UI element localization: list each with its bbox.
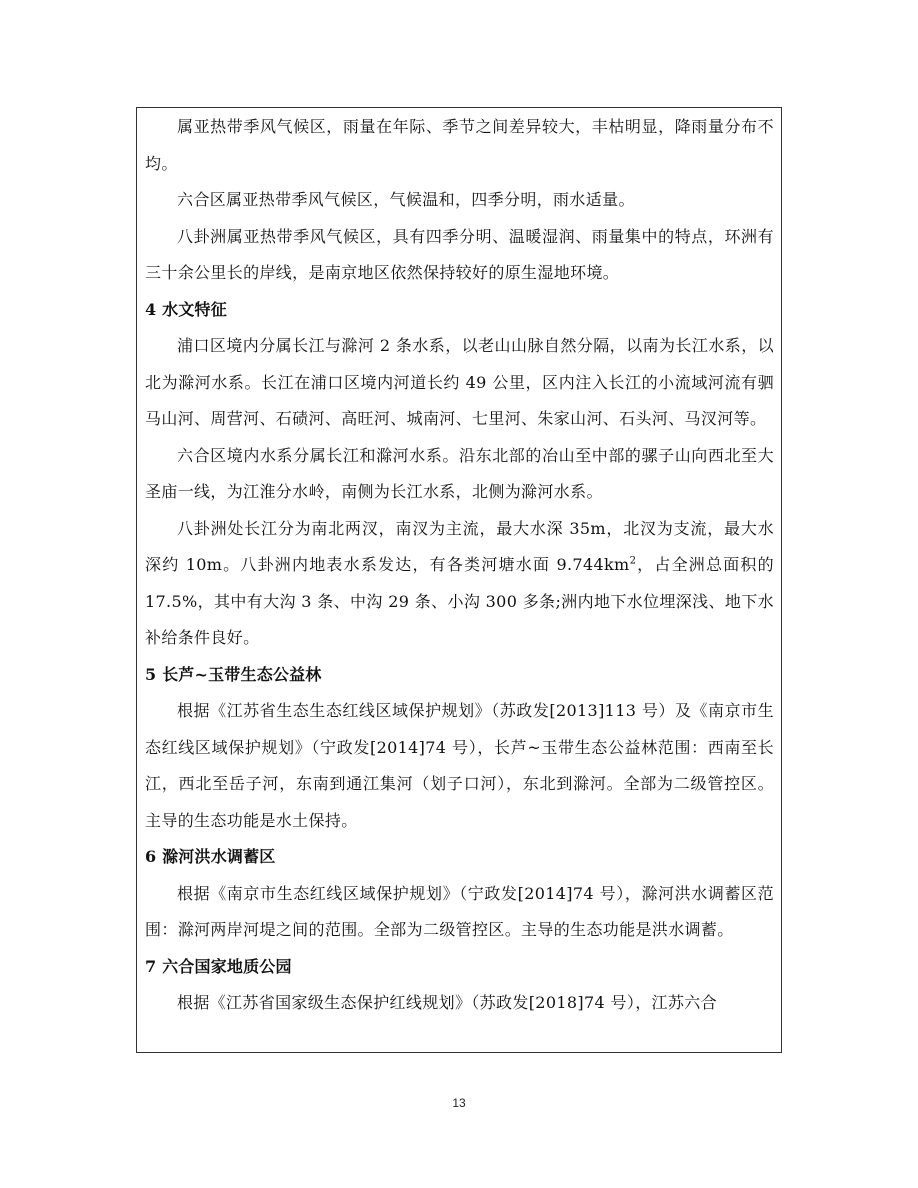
paragraph-climate-2: 六合区属亚热带季风气候区，气候温和，四季分明，雨水适量。	[177, 190, 635, 209]
content-frame	[136, 107, 782, 1053]
paragraph-hydrology-3	[145, 511, 774, 657]
superscript-2: 2	[629, 555, 637, 567]
paragraph-forest: 根据《江苏省生态生态红线区域保护规划》（苏政发[2013]113 号）及《南京市生态红线区域保护规划》（宁政发[2014]74 号），长芦~玉带生态公益林范围：西南至长江，西北至岳子河，东南到通江集河（划子口河），东北到滁河。全部为二级管控区。主导的生态功能是水土保持。	[145, 701, 774, 830]
section-heading-7: 7 六合国家地质公园	[145, 956, 292, 976]
section-heading-6: 6 滁河洪水调蓄区	[145, 847, 276, 866]
section-heading-4: 4 水文特征	[145, 299, 227, 319]
paragraph-climate-1: 属亚热带季风气候区，雨量在年际、季节之间差异较大，丰枯明显，降雨量分布不均。	[145, 117, 774, 173]
page-number: 13	[452, 1096, 466, 1110]
hydrology-3-text-a: 八卦洲处长江分为南北两汊，南汊为主流，最大水深 35m，北汊为支流，最大水深约 10m。八卦洲内地表水系发达，有各类河塘水面 9.744km	[145, 518, 774, 574]
paragraph-hydrology-2: 六合区境内水系分属长江和滁河水系。沿东北部的冶山至中部的骡子山向西北至大圣庙一线，为江淮分水岭，南侧为长江水系，北侧为滁河水系。	[145, 445, 774, 501]
paragraph-flood: 根据《南京市生态红线区域保护规划》（宁政发[2014]74 号），滁河洪水调蓄区范围：滁河两岸河堤之间的范围。全部为二级管控区。主导的生态功能是洪水调蓄。	[145, 883, 774, 939]
paragraph-climate-3: 八卦洲属亚热带季风气候区，具有四季分明、温暖湿润、雨量集中的特点，环洲有三十余公里长的岸线，是南京地区依然保持较好的原生湿地环境。	[145, 226, 774, 282]
section-heading-5: 5 长芦~玉带生态公益林	[145, 664, 322, 684]
hydrology-3-text-b: ，占全洲总面积的 17.5%，其中有大沟 3 条、中沟 29 条、小沟 300 多条;洲内地下水位埋深浅、地下水补给条件良好。	[145, 555, 774, 647]
paragraph-geopark: 根据《江苏省国家级生态保护红线规划》（苏政发[2018]74 号），江苏六合	[177, 993, 717, 1012]
paragraph-hydrology-1: 浦口区境内分属长江与滁河 2 条水系，以老山山脉自然分隔，以南为长江水系，以北为滁河水系。长江在浦口区境内河道长约 49 公里，区内注入长江的小流域河流有驷马山河、周营河、石碛河、高旺河、城南河、七里河、朱家山河、石头河、马汊河等。	[145, 336, 774, 428]
